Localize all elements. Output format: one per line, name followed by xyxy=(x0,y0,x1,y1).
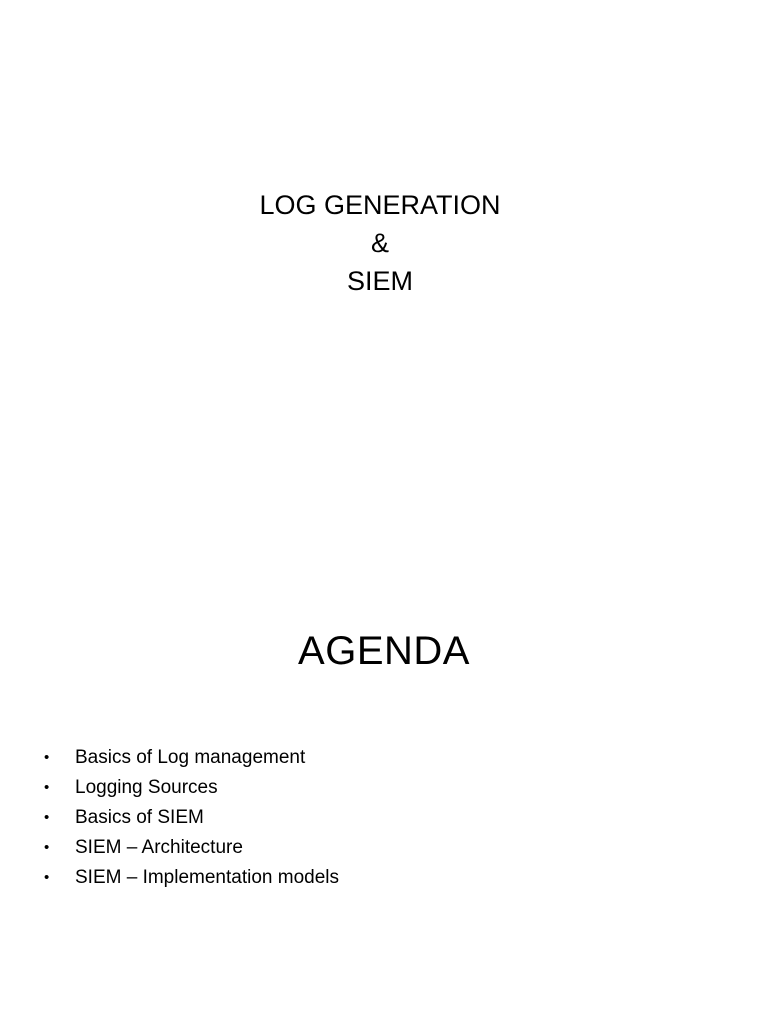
agenda-heading: AGENDA xyxy=(298,629,470,673)
bullet-icon: • xyxy=(44,779,50,796)
list-item xyxy=(44,833,339,863)
list-item xyxy=(44,773,339,803)
bullet-icon: • xyxy=(44,839,50,856)
list-item xyxy=(44,863,339,893)
list-item-label: Basics of SIEM xyxy=(75,807,204,828)
bullet-icon: • xyxy=(44,809,50,826)
agenda-list xyxy=(44,743,339,893)
title-line-1: LOG GENERATION xyxy=(259,190,501,220)
document-title xyxy=(0,186,760,300)
list-item-label: Logging Sources xyxy=(75,777,218,798)
list-item-label: SIEM – Architecture xyxy=(75,837,243,858)
bullet-icon: • xyxy=(44,869,50,886)
list-item-label: SIEM – Implementation models xyxy=(75,867,340,888)
title-line-3: SIEM xyxy=(346,266,413,296)
title-line-2: & xyxy=(370,228,389,258)
list-item-label: Basics of Log management xyxy=(75,747,306,768)
list-item xyxy=(44,743,339,773)
bullet-icon: • xyxy=(44,749,50,766)
list-item xyxy=(44,803,339,833)
